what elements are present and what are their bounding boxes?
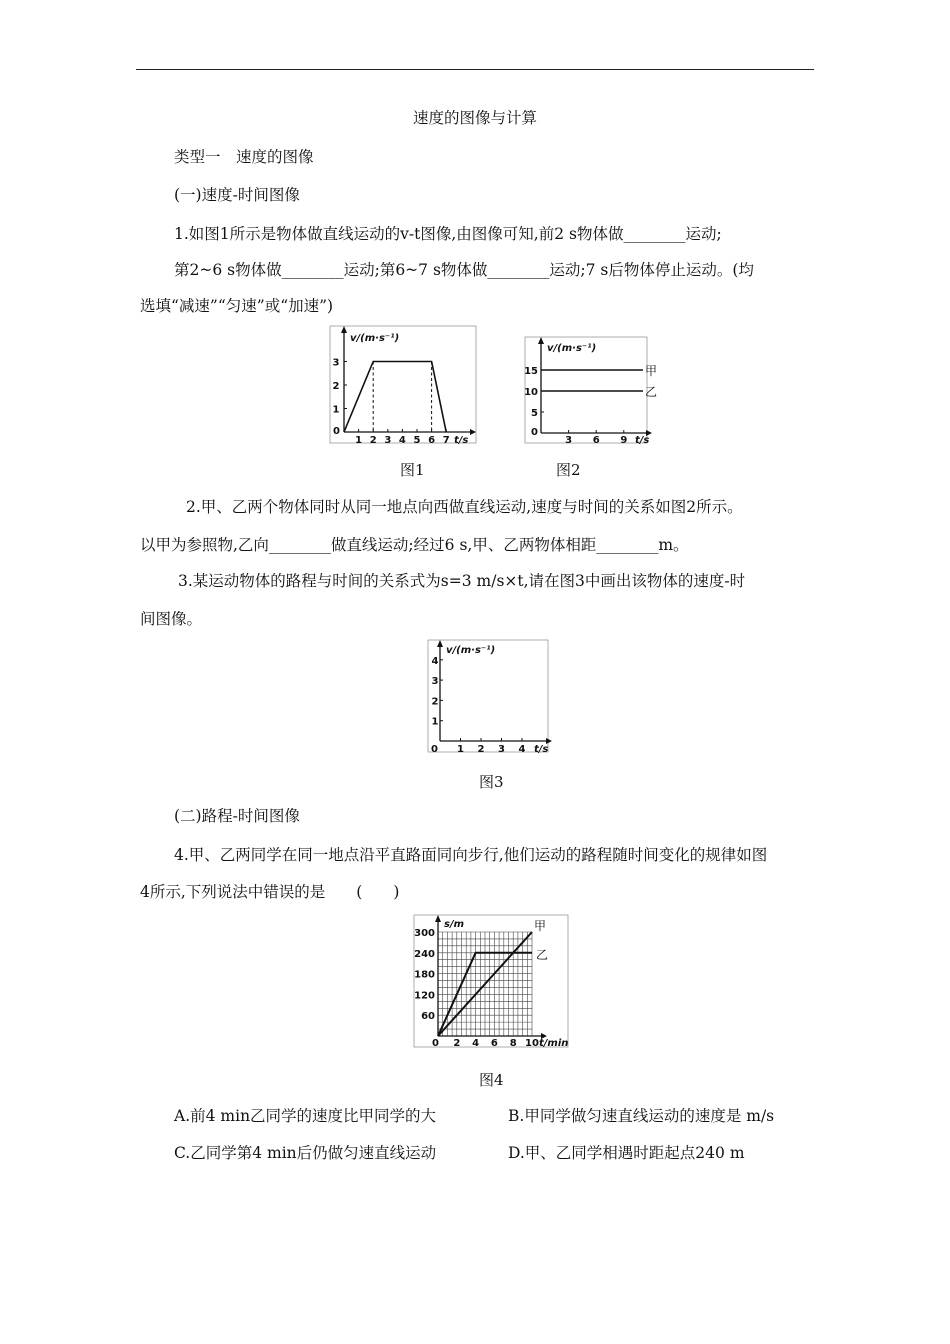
- figure-3-xtick-label: 1: [457, 744, 464, 755]
- figure-4-ytick-label: 60: [421, 1011, 435, 1023]
- figure-1-ytick-label: 3: [332, 357, 340, 369]
- figure-4-xtick-label: 2: [453, 1038, 461, 1049]
- figure-2-ytick-label: 15: [524, 366, 538, 377]
- question-3-line-2: 间图像。: [140, 610, 203, 628]
- option-c: C.乙同学第4 min后仍做匀速直线运动: [174, 1144, 437, 1162]
- figure-4-series-label: 甲: [534, 918, 547, 933]
- figure-2-ylabel: v/(m·s⁻¹): [547, 343, 597, 354]
- figure-3-ytick-label: 1: [431, 716, 439, 728]
- figure-2-ytick-label: 5: [531, 408, 538, 419]
- figure-2-xtick-label: 9: [620, 435, 628, 446]
- figure-3-chart: [428, 640, 553, 755]
- question-1-line-1: 1.如图1所示是物体做直线运动的v-t图像,由图像可知,前2 s物体做________运动;: [174, 225, 722, 243]
- figure-1-xtick-label: 1: [355, 435, 363, 446]
- figure-3-xlabel: t/s: [534, 744, 549, 755]
- figure-1-xtick-label: 3: [384, 435, 392, 446]
- figure-1-series-line: [344, 362, 446, 433]
- figure-1-x-arrow: [470, 429, 476, 435]
- figure-4-xtick-label: 6: [490, 1038, 498, 1049]
- figure-2-series-label: 甲: [645, 364, 658, 378]
- figure-4-ytick-label: 120: [414, 990, 435, 1002]
- figure-1-ylabel: v/(m·s⁻¹): [350, 333, 400, 344]
- figure-4-y-arrow: [435, 915, 441, 922]
- figure-2-xlabel: t/s: [635, 435, 650, 446]
- figure-2-y-arrow: [538, 337, 544, 344]
- figure-4-frame: [414, 915, 568, 1047]
- figure-4-chart: [414, 915, 574, 1051]
- figure-4-origin: 0: [432, 1038, 439, 1049]
- figure-3-origin: 0: [431, 744, 438, 755]
- figure-4-ytick-label: 300: [414, 927, 435, 939]
- figure-3-xtick-label: 3: [498, 744, 505, 755]
- header-rule: [136, 69, 814, 70]
- figure-4-xtick-label: 4: [472, 1038, 480, 1049]
- figure-1-xtick-label: 4: [398, 435, 406, 446]
- subsection-heading: (一)速度-时间图像: [174, 186, 300, 204]
- figure-3-ylabel: v/(m·s⁻¹): [446, 645, 496, 656]
- figure-1-xtick-label: 5: [413, 435, 421, 446]
- figure-4-xtick-label: 8: [509, 1038, 517, 1049]
- figure-2-ytick-label: 10: [524, 387, 538, 398]
- figure-4-xtick-label: 10: [525, 1038, 539, 1049]
- figure-3-y-arrow: [437, 640, 443, 647]
- option-a: A.前4 min乙同学的速度比甲同学的大: [174, 1107, 437, 1125]
- figure-1-xtick-label: 7: [442, 435, 450, 446]
- figure-1-y-arrow: [341, 326, 347, 333]
- figure-1-ytick-label: 2: [332, 381, 340, 392]
- page-title: 速度的图像与计算: [412, 109, 537, 127]
- figure-2-series-label: 乙: [645, 385, 658, 399]
- option-d: D.甲、乙同学相遇时距起点240 m: [508, 1144, 745, 1162]
- figure-1-chart: [330, 326, 480, 446]
- figure-3-frame: [428, 640, 548, 752]
- figure-2-origin: 0: [531, 427, 538, 438]
- question-3-line-1: 3.某运动物体的路程与时间的关系式为s=3 m/s×t,请在图3中画出该物体的速度-时: [178, 572, 746, 590]
- figure-3-xtick-label: 4: [518, 744, 526, 755]
- figure-4-ylabel: s/m: [444, 919, 465, 930]
- question-4-line-2: 4所示,下列说法中错误的是 ( ): [140, 883, 400, 901]
- option-b: B.甲同学做匀速直线运动的速度是 m/s: [508, 1107, 775, 1125]
- question-2-line-1: 2.甲、乙两个物体同时从同一地点向西做直线运动,速度与时间的关系如图2所示。: [186, 498, 743, 516]
- figure-1-xlabel: t/s: [454, 435, 469, 446]
- figure-1-xtick-label: 6: [428, 435, 436, 446]
- figure-1-origin: 0: [333, 426, 340, 437]
- figure-1-ytick-label: 1: [332, 404, 340, 416]
- figure-4-xlabel: t/min: [539, 1038, 569, 1049]
- section-heading: 类型一 速度的图像: [174, 148, 314, 166]
- figure-4-caption: 图4: [479, 1071, 504, 1089]
- figure-1-caption: 图1: [400, 461, 425, 479]
- figure-4-ytick-label: 180: [414, 969, 435, 981]
- figure-2-xtick-label: 3: [565, 435, 573, 446]
- figure-3-ytick-label: 3: [431, 676, 439, 688]
- question-1-line-2: 第2~6 s物体做________运动;第6~7 s物体做________运动;7 s后物体停止运动。(均: [174, 261, 754, 279]
- figure-2-xtick-label: 6: [592, 435, 600, 446]
- question-4-line-1: 4.甲、乙两同学在同一地点沿平直路面同向步行,他们运动的路程随时间变化的规律如图: [174, 846, 768, 864]
- figure-2-caption: 图2: [556, 461, 581, 479]
- figure-2-chart: [524, 337, 658, 447]
- figure-4-series-label: 乙: [536, 947, 549, 962]
- figure-1-xtick-label: 2: [369, 435, 377, 446]
- question-2-line-2: 以甲为参照物,乙向________做直线运动;经过6 s,甲、乙两物体相距________m。: [140, 536, 689, 554]
- figure-3-ytick-label: 4: [431, 655, 439, 667]
- figure-4-ytick-label: 240: [414, 948, 435, 960]
- question-1-line-3: 选填“减速”“匀速”或“加速”): [140, 297, 334, 315]
- figure-3-xtick-label: 2: [477, 744, 485, 755]
- figure-3-ytick-label: 2: [431, 696, 439, 708]
- subsection-heading-2: (二)路程-时间图像: [174, 807, 300, 825]
- figure-3-caption: 图3: [479, 773, 504, 791]
